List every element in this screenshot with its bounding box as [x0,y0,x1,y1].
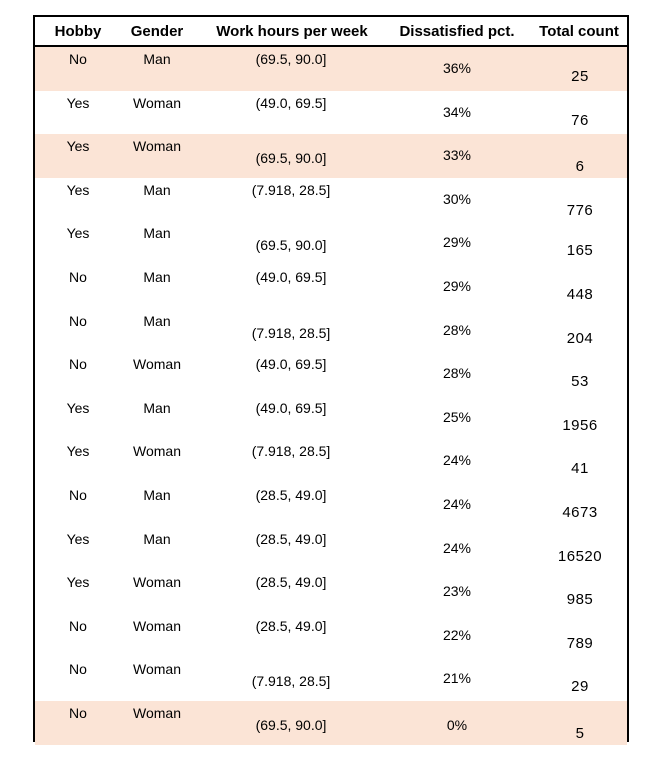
table-row [35,701,627,745]
cell-hobby: Yes [66,94,90,111]
cell-total-count: 789 [566,634,594,652]
cell-total-count: 1956 [562,416,598,434]
cell-total-count: 41 [571,460,589,478]
table-row [35,221,627,265]
cell-work-hours: (49.0, 69.5] [255,356,327,373]
cell-dissatisfied-pct: 28% [442,321,472,338]
cell-work-hours: (28.5, 49.0] [255,617,327,634]
cell-gender: Woman [133,661,181,678]
table-row [35,657,627,701]
cell-total-count: 76 [571,111,589,129]
cell-work-hours: (49.0, 69.5] [255,399,327,416]
cell-gender: Woman [133,443,181,460]
cell-gender: Man [143,225,171,242]
cell-dissatisfied-pct: 24% [442,496,472,512]
table-row [35,570,627,614]
cell-dissatisfied-pct: 28% [442,365,472,382]
cell-dissatisfied-pct: 25% [442,408,472,425]
cell-work-hours: (69.5, 90.0] [255,51,327,67]
cell-hobby: Yes [66,574,90,591]
cell-hobby: No [69,705,87,721]
cell-work-hours: (28.5, 49.0] [255,487,327,503]
cell-dissatisfied-pct: 23% [442,583,472,600]
table-row [35,91,627,135]
cell-dissatisfied-pct: 24% [442,452,472,469]
cell-gender: Woman [133,574,181,591]
cell-hobby: No [69,487,87,503]
cell-dissatisfied-pct: 0% [446,717,468,733]
cell-hobby: No [69,617,87,634]
cell-work-hours: (28.5, 49.0] [255,574,327,591]
cell-total-count: 53 [571,373,589,391]
cell-gender: Man [143,51,171,67]
cell-gender: Woman [133,94,181,111]
cell-dissatisfied-pct: 30% [442,190,472,207]
header-gender: Gender [130,23,184,40]
table-row [35,527,627,571]
cell-total-count: 448 [566,286,594,303]
table-row [35,396,627,440]
table-row [35,352,627,396]
cell-work-hours: (7.918, 28.5] [251,324,331,341]
cell-gender: Man [143,530,171,547]
cell-total-count: 25 [571,68,589,85]
cell-work-hours: (49.0, 69.5] [255,94,327,111]
cell-total-count: 4673 [562,504,598,521]
cell-work-hours: (7.918, 28.5] [251,181,331,198]
cell-hobby: Yes [66,530,90,547]
cell-work-hours: (49.0, 69.5] [255,269,327,285]
header-work-hours: Work hours per week [216,23,368,40]
cell-total-count: 29 [571,678,589,696]
cell-hobby: No [69,312,87,329]
table-row [35,47,627,91]
table-row [35,178,627,222]
cell-hobby: Yes [66,181,90,198]
cell-gender: Man [143,399,171,416]
cell-work-hours: (69.5, 90.0] [255,150,327,167]
table-row [35,134,627,178]
cell-total-count: 5 [575,725,585,742]
cell-dissatisfied-pct: 24% [442,539,472,556]
cell-gender: Man [143,487,171,503]
table-row [35,265,627,309]
cell-gender: Woman [133,617,181,634]
table-row [35,614,627,658]
table-row [35,309,627,353]
cell-dissatisfied-pct: 33% [442,147,472,164]
cell-gender: Woman [133,356,181,373]
cell-hobby: No [69,269,87,285]
header-hobby: Hobby [54,23,102,40]
table-header-row [35,17,627,47]
table-row [35,483,627,527]
cell-work-hours: (7.918, 28.5] [251,443,331,460]
cell-hobby: No [69,51,87,67]
cell-total-count: 165 [566,242,594,260]
cell-work-hours: (69.5, 90.0] [255,717,327,733]
cell-dissatisfied-pct: 34% [442,103,472,120]
cell-gender: Man [143,312,171,329]
cell-dissatisfied-pct: 21% [442,670,472,687]
cell-work-hours: (69.5, 90.0] [255,237,327,254]
cell-work-hours: (7.918, 28.5] [251,673,331,690]
cell-dissatisfied-pct: 22% [442,626,472,643]
cell-hobby: Yes [66,225,90,242]
header-dissatisfied-pct: Dissatisfied pct. [399,23,515,40]
cell-gender: Man [143,269,171,285]
cell-total-count: 204 [566,329,594,347]
header-total-count: Total count [539,23,619,40]
cell-hobby: Yes [66,138,90,155]
cell-gender: Woman [133,138,181,155]
data-table [33,15,629,742]
cell-total-count: 6 [575,158,585,176]
cell-hobby: Yes [66,399,90,416]
cell-dissatisfied-pct: 36% [442,60,472,76]
cell-gender: Man [143,181,171,198]
table-row [35,439,627,483]
cell-total-count: 985 [566,591,594,609]
cell-total-count: 16520 [557,547,603,565]
cell-work-hours: (28.5, 49.0] [255,530,327,547]
cell-hobby: No [69,356,87,373]
cell-hobby: Yes [66,443,90,460]
cell-dissatisfied-pct: 29% [442,234,472,251]
cell-gender: Woman [133,705,181,721]
cell-dissatisfied-pct: 29% [442,278,472,294]
cell-hobby: No [69,661,87,678]
cell-total-count: 776 [566,201,594,219]
